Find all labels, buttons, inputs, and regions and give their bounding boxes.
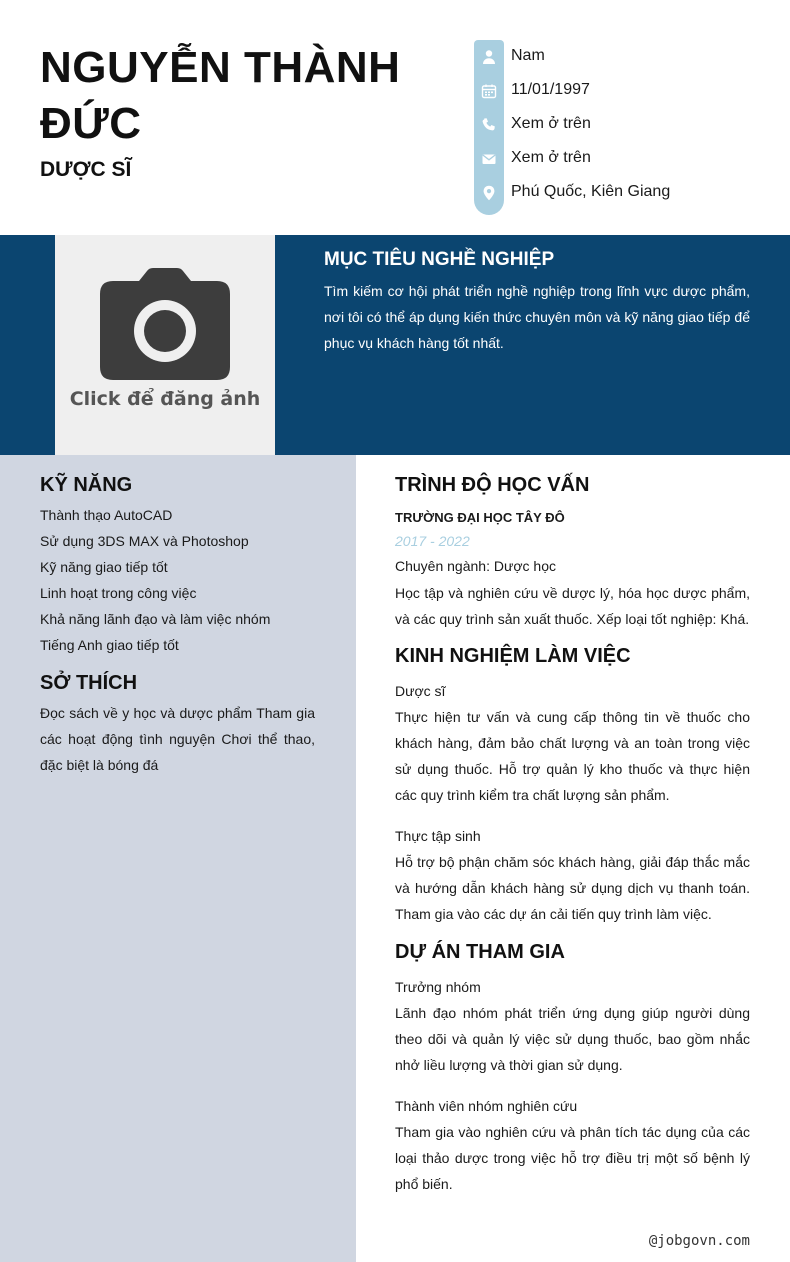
contact-phone <box>474 108 774 142</box>
skill-item: Kỹ năng giao tiếp tốt <box>40 559 168 575</box>
skill-item: Tiếng Anh giao tiếp tốt <box>40 637 179 653</box>
objective-text: Tìm kiếm cơ hội phát triển nghề nghiệp trong lĩnh vực dược phẩm, nơi tôi có thể áp dụng kiến thức chuyên môn và kỹ năng giao tiếp để phục vụ khách hàng tốt nhất. <box>324 283 750 351</box>
hobbies-text: Đọc sách về y học và dược phẩm Tham gia các hoạt động tình nguyện Chơi thể thao, đặc biệt là bóng đá <box>40 705 315 773</box>
experience-description: Thực hiện tư vấn và cung cấp thông tin về thuốc cho khách hàng, đảm bảo chất lượng và an toàn trong việc sử dụng thuốc. Hỗ trợ quản lý kho thuốc và thực hiện các quy trình kiểm tra chất lượng sản phẩm. <box>395 709 750 803</box>
skill-item: Thành thạo AutoCAD <box>40 507 173 523</box>
experience-description: Hỗ trợ bộ phận chăm sóc khách hàng, giải đáp thắc mắc và hướng dẫn khách hàng sử dụng dịch vụ thanh toán. Tham gia vào các dự án cải tiến quy trình làm việc. <box>395 854 750 922</box>
camera-icon <box>99 267 231 381</box>
skill-item: Khả năng lãnh đạo và làm việc nhóm <box>40 611 271 627</box>
project-role: Thành viên nhóm nghiên cứu <box>395 1098 578 1114</box>
education-title: TRÌNH ĐỘ HỌC VẤN <box>395 474 590 496</box>
person-icon <box>481 49 497 65</box>
phone-icon <box>481 117 497 133</box>
project-description: Tham gia vào nghiên cứu và phân tích tác dụng của các loại thảo dược trong việc hỗ trợ điều trị một số bệnh lý phổ biến. <box>395 1124 750 1192</box>
hobbies-title: SỞ THÍCH <box>40 672 138 694</box>
contact-gender-text: Nam <box>511 47 545 64</box>
calendar-icon <box>481 83 497 99</box>
projects-title: DỰ ÁN THAM GIA <box>395 941 565 963</box>
education-years: 2017 - 2022 <box>395 533 470 549</box>
education-major: Chuyên ngành: Dược học <box>395 558 556 574</box>
watermark: @jobgovn.com <box>648 1233 750 1249</box>
objective-title: MỤC TIÊU NGHỀ NGHIỆP <box>324 249 555 270</box>
skill-item: Sử dụng 3DS MAX và Photoshop <box>40 533 249 549</box>
contact-address-text: Phú Quốc, Kiên Giang <box>511 183 671 200</box>
experience-title: KINH NGHIỆM LÀM VIỆC <box>395 645 631 667</box>
email-icon <box>481 151 497 167</box>
project-description: Lãnh đạo nhóm phát triển ứng dụng giúp người dùng theo dõi và quản lý việc sử dụng thuốc, bao gồm nhắc nhở liều lượng và thời gian sử dụng. <box>395 1005 750 1073</box>
contact-email <box>474 142 774 176</box>
education-description: Học tập và nghiên cứu về dược lý, hóa học dược phẩm, và các quy trình sản xuất thuốc. Xếp loại tốt nghiệp: Khá. <box>395 585 750 627</box>
contact-gender <box>474 40 774 74</box>
contact-birthday <box>474 74 774 108</box>
contact-birthday-text: 11/01/1997 <box>511 81 590 98</box>
job-title: DƯỢC SĨ <box>40 158 132 181</box>
photo-upload[interactable] <box>55 235 275 455</box>
contact-phone-text: Xem ở trên <box>511 115 591 132</box>
skills-title: KỸ NĂNG <box>40 474 133 496</box>
contact-email-text: Xem ở trên <box>511 149 591 166</box>
photo-upload-caption: Click để đăng ảnh <box>69 388 261 410</box>
skill-item: Linh hoạt trong công việc <box>40 585 197 601</box>
candidate-name: NGUYỄN THÀNH ĐỨC <box>40 43 401 148</box>
project-role: Trưởng nhóm <box>395 979 481 995</box>
contact-list <box>474 40 774 210</box>
experience-role: Thực tập sinh <box>395 828 481 844</box>
education-school: TRƯỜNG ĐẠI HỌC TÂY ĐÔ <box>395 510 565 525</box>
location-pin-icon <box>481 185 497 201</box>
skills-list <box>40 502 320 658</box>
experience-role: Dược sĩ <box>395 683 446 699</box>
contact-address <box>474 176 774 210</box>
